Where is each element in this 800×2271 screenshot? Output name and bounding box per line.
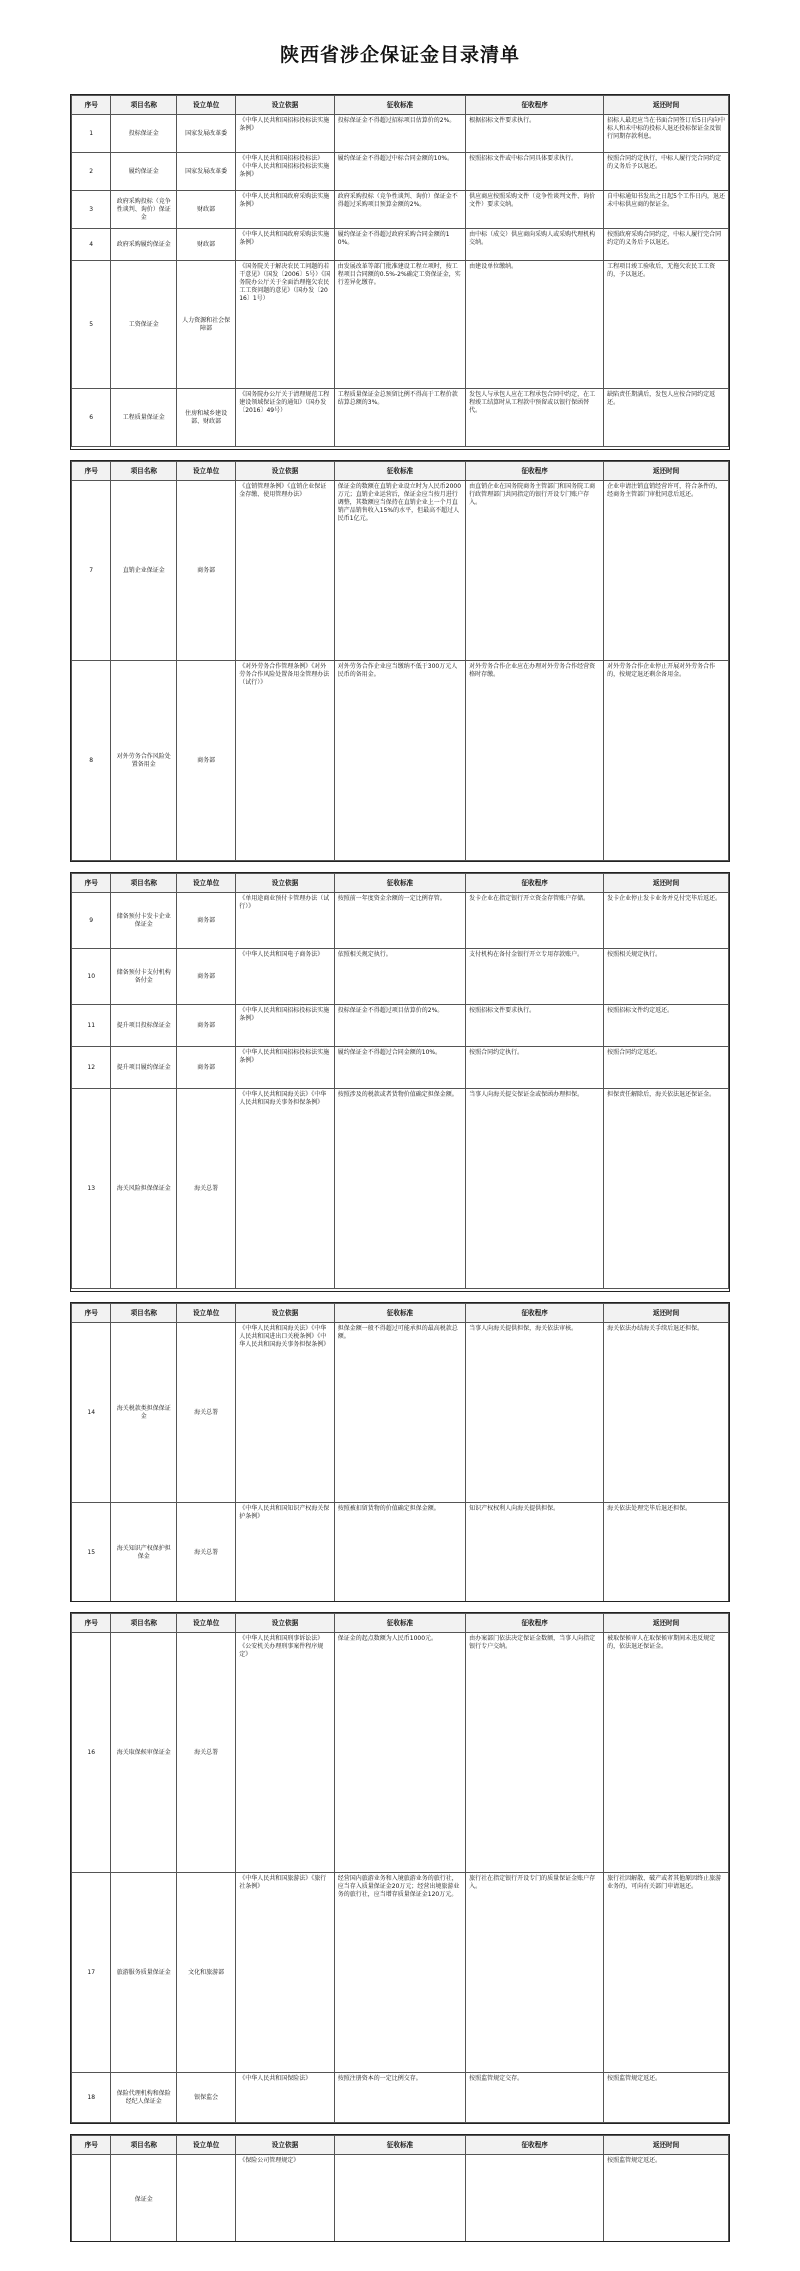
column-header: 项目名称	[111, 462, 177, 481]
table-row	[72, 153, 729, 191]
cell-basis: 《中华人民共和国海关法》《中华人民共和国海关事务担保条例》	[236, 1089, 335, 1289]
catalog-table	[71, 2135, 729, 2242]
cell-procedure: 按照招标文件要求执行。	[466, 1005, 604, 1047]
table-row	[72, 1323, 729, 1503]
cell-refund: 招标人最迟应当在书面合同签订后5日内向中标人和未中标的投标人退还投标保证金及银行同期存款利息。	[604, 115, 729, 153]
cell-refund: 担保责任解除后，海关依法退还保证金。	[604, 1089, 729, 1289]
cell-procedure	[466, 2155, 604, 2243]
cell-unit: 文化和旅游部	[177, 1873, 236, 2073]
column-header: 项目名称	[111, 2136, 177, 2155]
table-header-row	[72, 1614, 729, 1633]
cell-unit: 海关总署	[177, 1633, 236, 1873]
cell-standard: 按照注册资本的一定比例交存。	[334, 2073, 465, 2123]
column-header: 征收标准	[334, 874, 465, 893]
cell-procedure: 当事人向海关提交保证金或保函办理担保。	[466, 1089, 604, 1289]
column-header: 返还时间	[604, 462, 729, 481]
cell-basis: 《中华人民共和国电子商务法》	[236, 949, 335, 1005]
cell-standard: 按照前一年度资金余额的一定比例存管。	[334, 893, 465, 949]
column-header: 征收程序	[466, 1304, 604, 1323]
table-header-row	[72, 1304, 729, 1323]
cell-unit: 商务部	[177, 481, 236, 661]
table-row	[72, 1005, 729, 1047]
cell-basis: 《单用途商业预付卡管理办法（试行）》	[236, 893, 335, 949]
column-header: 征收标准	[334, 1614, 465, 1633]
table-row	[72, 2073, 729, 2123]
cell-standard: 履约保证金不得超过中标合同金额的10%。	[334, 153, 465, 191]
cell-name: 储备预付卡发卡企业保证金	[111, 893, 177, 949]
table-section-3	[70, 872, 730, 1292]
cell-procedure: 知识产权权利人向海关提供担保。	[466, 1503, 604, 1603]
catalog-table	[71, 1613, 729, 2123]
cell-standard: 按照被扣留货物的价值确定担保金额。	[334, 1503, 465, 1603]
cell-no: 9	[72, 893, 111, 949]
cell-procedure: 由建设单位缴纳。	[466, 261, 604, 389]
cell-procedure: 对外劳务合作企业应在办理对外劳务合作经营资格时存缴。	[466, 661, 604, 861]
cell-basis: 《中华人民共和国政府采购法实施条例》	[236, 191, 335, 229]
cell-basis: 《中华人民共和国海关法》《中华人民共和国进出口关税条例》《中华人民共和国海关事务担保条例》	[236, 1323, 335, 1503]
cell-unit: 商务部	[177, 1047, 236, 1089]
column-header: 征收标准	[334, 96, 465, 115]
cell-basis: 《对外劳务合作管理条例》《对外劳务合作风险处置备用金管理办法（试行）》	[236, 661, 335, 861]
cell-procedure: 当事人向海关提供担保，海关依法审核。	[466, 1323, 604, 1503]
column-header: 返还时间	[604, 874, 729, 893]
column-header: 设立单位	[177, 96, 236, 115]
column-header: 设立单位	[177, 1614, 236, 1633]
cell-refund: 缺陷责任期满后，发包人应按合同约定返还。	[604, 389, 729, 447]
table-section-1	[70, 94, 730, 450]
cell-basis: 《国务院关于解决农民工问题的若干意见》（国发〔2006〕5号）《国务院办公厅关于全面治理拖欠农民工工资问题的意见》（国办发〔2016〕1号）	[236, 261, 335, 389]
table-section-5	[70, 1612, 730, 2124]
cell-no: 2	[72, 153, 111, 191]
column-header: 设立依据	[236, 96, 335, 115]
cell-unit: 银保监会	[177, 2073, 236, 2123]
table-row	[72, 949, 729, 1005]
cell-no: 6	[72, 389, 111, 447]
cell-name: 保险代理机构和保险经纪人保证金	[111, 2073, 177, 2123]
cell-unit: 海关总署	[177, 1089, 236, 1289]
cell-name: 政府采购投标（竞争性谈判、询价）保证金	[111, 191, 177, 229]
cell-standard: 投标保证金不得超过招标项目估算价的2%。	[334, 115, 465, 153]
catalog-table	[71, 873, 729, 1289]
cell-unit: 财政部	[177, 191, 236, 229]
column-header: 序号	[72, 874, 111, 893]
column-header: 征收标准	[334, 462, 465, 481]
cell-refund: 按照招标文件约定返还。	[604, 1005, 729, 1047]
column-header: 序号	[72, 1304, 111, 1323]
cell-basis: 《中华人民共和国政府采购法实施条例》	[236, 229, 335, 261]
column-header: 设立依据	[236, 874, 335, 893]
cell-name: 履约保证金	[111, 153, 177, 191]
cell-refund: 按照政府采购合同约定，中标人履行完合同约定的义务后予以退还。	[604, 229, 729, 261]
column-header: 征收程序	[466, 1614, 604, 1633]
cell-name: 政府采购履约保证金	[111, 229, 177, 261]
cell-no: 4	[72, 229, 111, 261]
cell-no: 12	[72, 1047, 111, 1089]
table-row	[72, 389, 729, 447]
cell-basis: 《中华人民共和国招标投标法实施条例》	[236, 115, 335, 153]
column-header: 征收标准	[334, 2136, 465, 2155]
table-section-6	[70, 2134, 730, 2242]
cell-name: 海关税款类担保保证金	[111, 1323, 177, 1503]
column-header: 设立单位	[177, 2136, 236, 2155]
column-header: 征收程序	[466, 462, 604, 481]
cell-refund: 对外劳务合作企业停止开展对外劳务合作的，按规定退还剩余备用金。	[604, 661, 729, 861]
cell-name: 直销企业保证金	[111, 481, 177, 661]
cell-procedure: 按照监管规定交存。	[466, 2073, 604, 2123]
column-header: 设立依据	[236, 462, 335, 481]
column-header: 返还时间	[604, 96, 729, 115]
cell-standard: 工程质量保证金总预留比例不得高于工程价款结算总额的3%。	[334, 389, 465, 447]
cell-unit: 人力资源和社会保障部	[177, 261, 236, 389]
cell-basis: 《中华人民共和国刑事诉讼法》《公安机关办理刑事案件程序规定》	[236, 1633, 335, 1873]
cell-basis: 《中华人民共和国知识产权海关保护条例》	[236, 1503, 335, 1603]
column-header: 征收程序	[466, 96, 604, 115]
table-section-2	[70, 460, 730, 862]
column-header: 设立依据	[236, 2136, 335, 2155]
cell-refund: 海关依法处理完毕后退还担保。	[604, 1503, 729, 1603]
cell-unit: 商务部	[177, 893, 236, 949]
table-header-row	[72, 874, 729, 893]
column-header: 序号	[72, 462, 111, 481]
cell-refund: 按照合同约定执行，中标人履行完合同约定的义务后予以退还。	[604, 153, 729, 191]
cell-standard: 投标保证金不得超过项目估算价的2%。	[334, 1005, 465, 1047]
cell-no: 16	[72, 1633, 111, 1873]
cell-unit: 海关总署	[177, 1503, 236, 1603]
cell-procedure: 发包人与承包人应在工程承包合同中约定，在工程竣工结算时从工程款中预留或以银行保函替代。	[466, 389, 604, 447]
table-row	[72, 115, 729, 153]
cell-no: 11	[72, 1005, 111, 1047]
cell-standard	[334, 2155, 465, 2243]
cell-refund: 按照合同约定返还。	[604, 1047, 729, 1089]
column-header: 序号	[72, 2136, 111, 2155]
column-header: 返还时间	[604, 1614, 729, 1633]
column-header: 项目名称	[111, 1614, 177, 1633]
table-row	[72, 261, 729, 389]
cell-standard: 保证金的数额在直销企业设立时为人民币2000万元；直销企业运营后，保证金应当按月进行调整，其数额应当保持在直销企业上一个月直销产品销售收入15%的水平，但最高不超过人民币1亿元。	[334, 481, 465, 661]
table-row	[72, 481, 729, 661]
column-header: 项目名称	[111, 96, 177, 115]
cell-name: 提升项目履约保证金	[111, 1047, 177, 1089]
cell-standard: 政府采购投标（竞争性谈判、询价）保证金不得超过采购项目预算金额的2%。	[334, 191, 465, 229]
cell-unit: 商务部	[177, 949, 236, 1005]
cell-name: 工资保证金	[111, 261, 177, 389]
cell-name: 保证金	[111, 2155, 177, 2243]
cell-unit: 海关总署	[177, 1323, 236, 1503]
cell-basis: 《直销管理条例》《直销企业保证金存缴、使用管理办法》	[236, 481, 335, 661]
cell-standard: 依照相关规定执行。	[334, 949, 465, 1005]
cell-standard: 担保金额一般不得超过可能承担的最高税款总额。	[334, 1323, 465, 1503]
cell-procedure: 由中标（成交）供应商向采购人或采购代理机构交纳。	[466, 229, 604, 261]
table-section-4	[70, 1302, 730, 1602]
column-header: 设立单位	[177, 1304, 236, 1323]
cell-no: 14	[72, 1323, 111, 1503]
cell-procedure: 由办案部门依法决定保证金数额，当事人向指定银行专户交纳。	[466, 1633, 604, 1873]
column-header: 返还时间	[604, 2136, 729, 2155]
cell-refund: 按照监管规定返还。	[604, 2073, 729, 2123]
cell-no: 17	[72, 1873, 111, 2073]
cell-standard: 由发展改革等部门批准建设工程立项时，按工程项目合同额的0.5%-2%确定工资保证金，实行差异化缴存。	[334, 261, 465, 389]
table-row	[72, 1873, 729, 2073]
table-row	[72, 661, 729, 861]
cell-refund: 自中标通知书发出之日起5个工作日内，退还未中标供应商的保证金。	[604, 191, 729, 229]
column-header: 设立依据	[236, 1304, 335, 1323]
cell-no: 7	[72, 481, 111, 661]
table-row	[72, 191, 729, 229]
cell-basis: 《国务院办公厅关于清理规范工程建设领域保证金的通知》（国办发〔2016〕49号）	[236, 389, 335, 447]
column-header: 项目名称	[111, 1304, 177, 1323]
column-header: 设立单位	[177, 874, 236, 893]
cell-procedure: 由直销企业在国务院商务主管部门和国务院工商行政管理部门共同指定的银行开设专门账户存入。	[466, 481, 604, 661]
cell-name: 投标保证金	[111, 115, 177, 153]
cell-standard: 按照涉及的税款或者货物价值确定担保金额。	[334, 1089, 465, 1289]
cell-name: 旅游服务质量保证金	[111, 1873, 177, 2073]
cell-no: 3	[72, 191, 111, 229]
cell-procedure: 发卡企业在指定银行开立资金存管账户存储。	[466, 893, 604, 949]
cell-basis: 《中华人民共和国保险法》	[236, 2073, 335, 2123]
table-header-row	[72, 2136, 729, 2155]
table-header-row	[72, 96, 729, 115]
table-row	[72, 229, 729, 261]
column-header: 序号	[72, 96, 111, 115]
cell-standard: 保证金的起点数额为人民币1000元。	[334, 1633, 465, 1873]
cell-procedure: 旅行社在指定银行开设专门的质量保证金账户存入。	[466, 1873, 604, 2073]
cell-name: 提升项目投标保证金	[111, 1005, 177, 1047]
cell-refund: 海关依法办结海关手续后退还担保。	[604, 1323, 729, 1503]
cell-refund: 发卡企业停止发卡业务并兑付完毕后返还。	[604, 893, 729, 949]
cell-procedure: 根据招标文件要求执行。	[466, 115, 604, 153]
table-row	[72, 1089, 729, 1289]
cell-name: 海关取保候审保证金	[111, 1633, 177, 1873]
catalog-table	[71, 461, 729, 861]
cell-refund: 工程项目竣工验收后，无拖欠农民工工资的，予以退还。	[604, 261, 729, 389]
cell-refund: 企业申请注销直销经营许可，符合条件的，经商务主管部门审批同意后返还。	[604, 481, 729, 661]
cell-no: 10	[72, 949, 111, 1005]
cell-basis: 《中华人民共和国旅游法》《旅行社条例》	[236, 1873, 335, 2073]
cell-unit: 商务部	[177, 1005, 236, 1047]
cell-standard: 履约保证金不得超过合同金额的10%。	[334, 1047, 465, 1089]
cell-basis: 《保险公司管理规定》	[236, 2155, 335, 2243]
cell-standard: 经营国内旅游业务和入境旅游业务的旅行社，应当存入质量保证金20万元；经营出境旅游业务的旅行社，应当增存质量保证金120万元。	[334, 1873, 465, 2073]
cell-procedure: 按照合同约定执行。	[466, 1047, 604, 1089]
catalog-table	[71, 1303, 729, 1602]
cell-basis: 《中华人民共和国招标投标法》《中华人民共和国招标投标法实施条例》	[236, 153, 335, 191]
cell-procedure: 按照招标文件或中标合同具体要求执行。	[466, 153, 604, 191]
column-header: 设立单位	[177, 462, 236, 481]
cell-procedure: 支付机构在备付金银行开立专用存款账户。	[466, 949, 604, 1005]
column-header: 征收程序	[466, 874, 604, 893]
cell-unit: 国家发展改革委	[177, 153, 236, 191]
cell-name: 海关风险担保保证金	[111, 1089, 177, 1289]
column-header: 征收程序	[466, 2136, 604, 2155]
table-row	[72, 893, 729, 949]
cell-unit: 商务部	[177, 661, 236, 861]
cell-unit: 国家发展改革委	[177, 115, 236, 153]
cell-unit: 住房和城乡建设部、财政部	[177, 389, 236, 447]
cell-no: 18	[72, 2073, 111, 2123]
cell-no: 13	[72, 1089, 111, 1289]
catalog-table	[71, 95, 729, 447]
cell-refund: 旅行社因解散、破产或者其他原因终止旅游业务的，可向有关部门申请退还。	[604, 1873, 729, 2073]
cell-name: 储备预付卡支付机构备付金	[111, 949, 177, 1005]
cell-procedure: 供应商应按照采购文件（竞争性谈判文件、询价文件）要求交纳。	[466, 191, 604, 229]
table-row	[72, 1503, 729, 1603]
cell-name: 工程质量保证金	[111, 389, 177, 447]
cell-no: 1	[72, 115, 111, 153]
cell-refund: 按照相关规定执行。	[604, 949, 729, 1005]
cell-name: 海关知识产权保护担保金	[111, 1503, 177, 1603]
table-row	[72, 1047, 729, 1089]
column-header: 征收标准	[334, 1304, 465, 1323]
cell-unit	[177, 2155, 236, 2243]
cell-no	[72, 2155, 111, 2243]
column-header: 返还时间	[604, 1304, 729, 1323]
cell-basis: 《中华人民共和国招标投标法实施条例》	[236, 1047, 335, 1089]
column-header: 设立依据	[236, 1614, 335, 1633]
cell-standard: 对外劳务合作企业应当缴纳不低于300万元人民币的备用金。	[334, 661, 465, 861]
page-title: 陕西省涉企保证金目录清单	[279, 44, 520, 66]
cell-refund: 被取保候审人在取保候审期间未违反规定的，依法退还保证金。	[604, 1633, 729, 1873]
cell-no: 5	[72, 261, 111, 389]
cell-no: 15	[72, 1503, 111, 1603]
cell-no: 8	[72, 661, 111, 861]
cell-refund: 按照监管规定返还。	[604, 2155, 729, 2243]
cell-unit: 财政部	[177, 229, 236, 261]
column-header: 项目名称	[111, 874, 177, 893]
column-header: 序号	[72, 1614, 111, 1633]
table-header-row	[72, 462, 729, 481]
cell-basis: 《中华人民共和国招标投标法实施条例》	[236, 1005, 335, 1047]
table-row	[72, 1633, 729, 1873]
cell-standard: 履约保证金不得超过政府采购合同金额的10%。	[334, 229, 465, 261]
cell-name: 对外劳务合作风险处置备用金	[111, 661, 177, 861]
table-row	[72, 2155, 729, 2243]
